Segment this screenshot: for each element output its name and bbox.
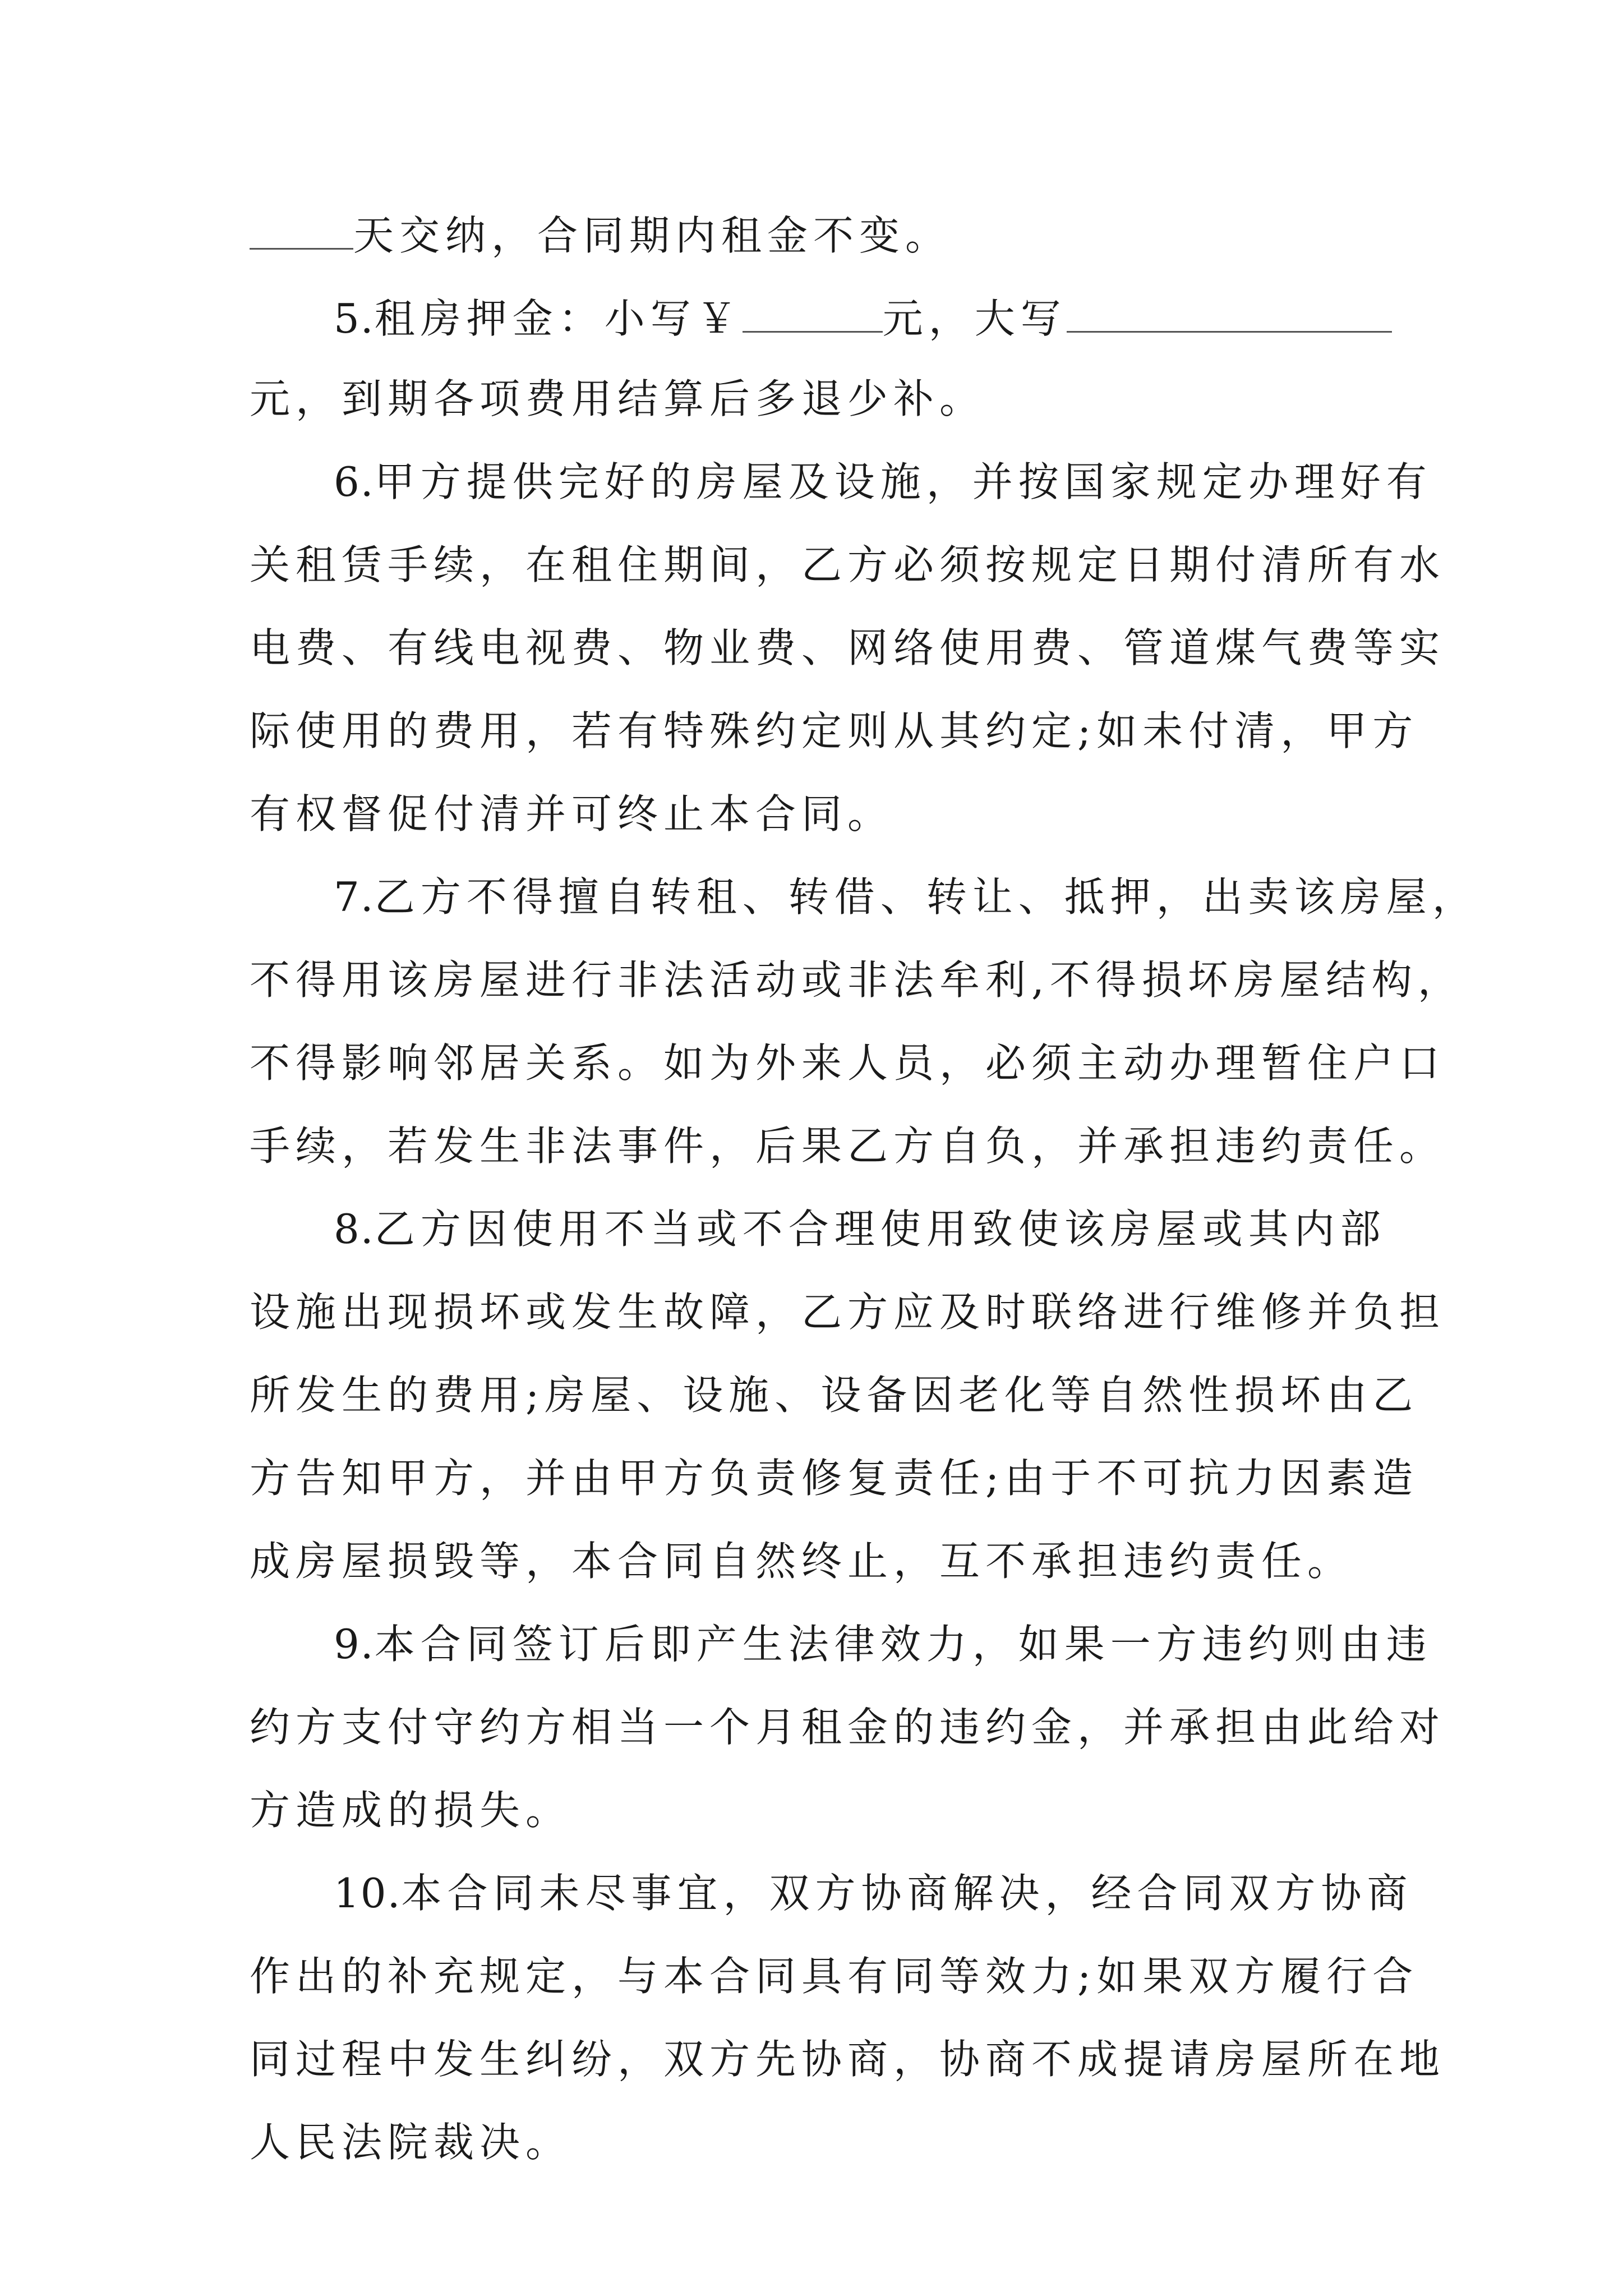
blank-underline (250, 209, 353, 250)
clause-7-line-4: 手续，若发生非法事件，后果乙方自负，并承担违约责任。 (250, 1122, 1446, 1170)
clause-6-line-5: 有权督促付清并可终止本合同。 (250, 790, 894, 838)
clause-10-line-1 (250, 1869, 1413, 1917)
clause-text: 甲方提供完好的房屋及设施，并按国家规定办理好有 (374, 458, 1432, 505)
contract-page (250, 209, 1478, 2201)
clause-7-line-1 (250, 873, 1478, 921)
clause-text: 本合同签订后即产生法律效力，如果一方违约则由违 (374, 1621, 1432, 1668)
clause-number: 10. (334, 1870, 402, 1917)
clause-7-line-3: 不得影响邻居关系。如为外来人员，必须主动办理暂住户口 (250, 1039, 1446, 1087)
clause-8-line-1 (250, 1205, 1388, 1253)
clause-text: 元，大写 (882, 295, 1067, 342)
clause-number: 7. (334, 873, 375, 921)
clause-10-line-4: 人民法院裁决。 (250, 2119, 572, 2166)
clause-text: 乙方不得擅自转租、转借、转让、抵押，出卖该房屋， (374, 873, 1478, 921)
clause-number: 5. (334, 295, 375, 342)
clause-number: 8. (334, 1205, 375, 1253)
clause-10-line-3: 同过程中发生纠纷，双方先协商，协商不成提请房屋所在地 (250, 2036, 1446, 2083)
clause-5-line-2 (250, 375, 1388, 423)
clause-10-line-2: 作出的补充规定，与本合同具有同等效力;如果双方履行合 (250, 1953, 1419, 2000)
clause-text: 元，到期各项费用结算后多退少补。 (250, 375, 986, 422)
clause-6-line-2: 关租赁手续，在租住期间，乙方必须按规定日期付清所有水 (250, 541, 1446, 588)
clause-9-line-2: 约方支付守约方相当一个月租金的违约金，并承担由此给对 (250, 1704, 1446, 1751)
clause-7-line-2: 不得用该房屋进行非法活动或非法牟利,不得损坏房屋结构， (250, 956, 1464, 1004)
deposit-words-blank (1067, 292, 1392, 333)
clause-number: 6. (334, 458, 375, 505)
clause-9-line-3: 方造成的损失。 (250, 1787, 572, 1834)
clause-8-line-5: 成房屋损毁等，本合同自然终止，互不承担违约责任。 (250, 1538, 1354, 1585)
clause-8-line-2: 设施出现损坏或发生故障，乙方应及时联络进行维修并负担 (250, 1289, 1446, 1336)
clause-text: 乙方因使用不当或不合理使用致使该房屋或其内部 (374, 1205, 1386, 1253)
clause-text: 本合同未尽事宜，双方协商解决，经合同双方协商 (401, 1870, 1413, 1917)
clause-6-line-3: 电费、有线电视费、物业费、网络使用费、管道煤气费等实 (250, 624, 1446, 671)
clause-8-line-3: 所发生的费用;房屋、设施、设备因老化等自然性损坏由乙 (250, 1372, 1419, 1419)
clause-text: 租房押金：小写￥ (374, 295, 743, 342)
clause-8-line-4: 方告知甲方，并由甲方负责修复责任;由于不可抗力因素造 (250, 1455, 1419, 1502)
clause-9-line-1 (250, 1620, 1432, 1668)
clause-text: 天交纳，合同期内租金不变。 (353, 212, 952, 259)
deposit-amount-blank (743, 292, 883, 333)
clause-number: 9. (334, 1621, 375, 1668)
clause-5-line-1 (250, 292, 1388, 340)
clause-4-tail (250, 209, 1388, 257)
clause-6-line-4: 际使用的费用，若有特殊约定则从其约定;如未付清，甲方 (250, 707, 1419, 754)
clause-6-line-1 (250, 458, 1432, 506)
